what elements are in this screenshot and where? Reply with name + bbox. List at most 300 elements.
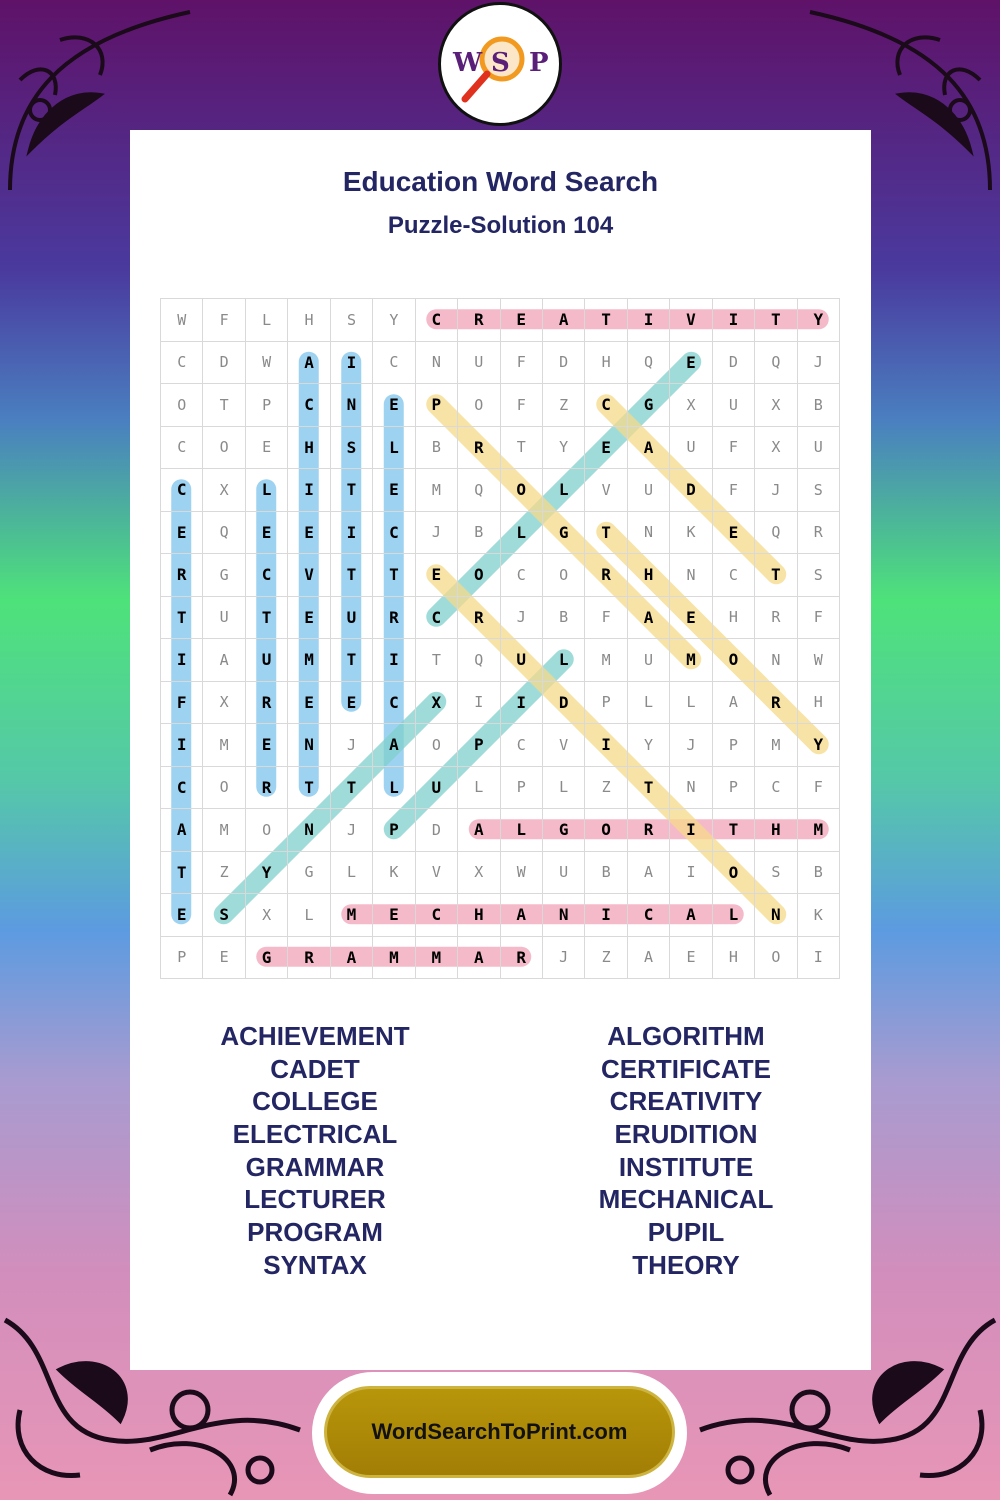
grid-cell[interactable]: K — [373, 851, 415, 894]
grid-cell[interactable]: O — [245, 809, 287, 852]
grid-cell[interactable]: J — [330, 809, 372, 852]
grid-cell[interactable]: H — [627, 554, 669, 597]
word-list-item: COLLEGE — [252, 1086, 378, 1117]
grid-cell[interactable]: E — [670, 596, 712, 639]
grid-cell[interactable]: E — [161, 511, 203, 554]
grid-cell[interactable]: L — [373, 426, 415, 469]
grid-cell[interactable]: B — [585, 851, 627, 894]
grid-cell[interactable]: U — [203, 596, 245, 639]
grid-cell[interactable]: C — [712, 554, 754, 597]
grid-cell[interactable]: G — [542, 511, 584, 554]
grid-cell[interactable]: A — [203, 639, 245, 682]
grid-cell[interactable]: J — [670, 724, 712, 767]
grid-cell[interactable]: H — [585, 341, 627, 384]
grid-cell[interactable]: E — [712, 511, 754, 554]
grid-cell[interactable]: E — [245, 426, 287, 469]
grid-cell[interactable]: C — [585, 384, 627, 427]
page-subtitle: Puzzle-Solution 104 — [387, 212, 614, 239]
word-grid — [160, 298, 840, 978]
grid-cell[interactable]: Q — [755, 341, 797, 384]
grid-cell[interactable]: V — [542, 724, 584, 767]
grid-cell[interactable]: T — [373, 554, 415, 597]
grid-cell[interactable]: N — [288, 809, 330, 852]
grid-cell[interactable]: T — [712, 809, 754, 852]
page-title: Education Word Search — [342, 166, 659, 197]
grid-cell[interactable]: D — [415, 809, 457, 852]
grid-cell[interactable]: A — [500, 894, 542, 937]
grid-cell[interactable]: M — [670, 639, 712, 682]
grid-cell[interactable]: O — [458, 554, 500, 597]
grid-cell[interactable]: L — [627, 681, 669, 724]
grid-cell[interactable]: L — [330, 851, 372, 894]
grid-cell[interactable]: Z — [585, 936, 627, 979]
grid-cell[interactable]: G — [288, 851, 330, 894]
grid-cell[interactable]: E — [330, 681, 372, 724]
grid-cell[interactable]: L — [500, 809, 542, 852]
grid-cell[interactable]: O — [203, 766, 245, 809]
grid-cell[interactable]: O — [542, 554, 584, 597]
grid-cell[interactable]: O — [585, 809, 627, 852]
grid-cell[interactable]: E — [670, 936, 712, 979]
grid-cell[interactable]: D — [712, 341, 754, 384]
grid-cell[interactable]: U — [797, 426, 839, 469]
grid-cell[interactable]: T — [755, 299, 797, 342]
grid-cell[interactable]: N — [627, 511, 669, 554]
grid-cell[interactable]: Y — [797, 299, 839, 342]
grid-cell[interactable]: J — [330, 724, 372, 767]
grid-cell[interactable]: J — [500, 596, 542, 639]
grid-cell[interactable]: F — [712, 426, 754, 469]
grid-cell[interactable]: A — [542, 299, 584, 342]
grid-cell[interactable]: O — [415, 724, 457, 767]
grid-cell[interactable]: R — [458, 426, 500, 469]
grid-cell[interactable]: U — [500, 639, 542, 682]
grid-cell[interactable]: C — [373, 341, 415, 384]
word-list-item: CERTIFICATE — [601, 1053, 771, 1084]
word-list-item: ELECTRICAL — [232, 1119, 398, 1150]
grid-cell[interactable]: R — [585, 554, 627, 597]
grid-cell[interactable]: J — [415, 511, 457, 554]
grid-cell[interactable]: C — [755, 766, 797, 809]
grid-cell[interactable]: N — [670, 554, 712, 597]
grid-cell[interactable]: P — [712, 724, 754, 767]
grid-cell[interactable]: Z — [542, 384, 584, 427]
word-list-item: MECHANICAL — [598, 1184, 774, 1215]
grid-cell[interactable]: M — [585, 639, 627, 682]
grid-cell[interactable]: F — [712, 469, 754, 512]
grid-row — [161, 341, 840, 384]
grid-cell[interactable]: O — [500, 469, 542, 512]
grid-cell[interactable]: C — [161, 766, 203, 809]
grid-cell[interactable]: T — [330, 639, 372, 682]
grid-cell[interactable]: I — [500, 681, 542, 724]
grid-cell[interactable]: A — [627, 851, 669, 894]
grid-cell[interactable]: C — [373, 681, 415, 724]
grid-cell[interactable]: M — [415, 469, 457, 512]
grid-cell[interactable]: U — [627, 639, 669, 682]
grid-cell[interactable]: I — [797, 936, 839, 979]
grid-cell[interactable]: H — [755, 809, 797, 852]
word-list-right — [501, 1020, 871, 1282]
grid-cell[interactable]: C — [373, 511, 415, 554]
grid-cell[interactable]: A — [712, 681, 754, 724]
grid-cell[interactable]: P — [373, 809, 415, 852]
grid-cell[interactable]: H — [712, 936, 754, 979]
grid-cell[interactable]: V — [585, 469, 627, 512]
grid-cell[interactable]: J — [542, 936, 584, 979]
grid-cell[interactable]: D — [203, 341, 245, 384]
grid-cell[interactable]: U — [542, 851, 584, 894]
grid-cell[interactable]: H — [712, 596, 754, 639]
grid-cell[interactable]: O — [203, 426, 245, 469]
grid-cell[interactable]: B — [797, 851, 839, 894]
grid-cell[interactable]: L — [712, 894, 754, 937]
grid-cell[interactable]: M — [203, 809, 245, 852]
grid-cell[interactable]: S — [330, 299, 372, 342]
grid-cell[interactable]: M — [755, 724, 797, 767]
grid-cell[interactable]: H — [288, 426, 330, 469]
word-list-left — [130, 1020, 500, 1282]
grid-cell[interactable]: G — [542, 809, 584, 852]
grid-cell[interactable]: N — [755, 639, 797, 682]
grid-cell[interactable]: D — [542, 341, 584, 384]
grid-cell[interactable]: X — [245, 894, 287, 937]
word-list-item: INSTITUTE — [618, 1151, 754, 1182]
grid-cell[interactable]: L — [542, 469, 584, 512]
site-logo[interactable] — [438, 2, 562, 126]
grid-cell[interactable]: T — [585, 299, 627, 342]
grid-cell[interactable]: G — [627, 384, 669, 427]
grid-cell[interactable]: L — [542, 766, 584, 809]
grid-cell[interactable]: F — [500, 384, 542, 427]
word-list-item: PUPIL — [647, 1217, 725, 1248]
grid-cell[interactable]: N — [670, 766, 712, 809]
grid-cell[interactable]: R — [755, 681, 797, 724]
grid-cell[interactable]: U — [712, 384, 754, 427]
grid-cell[interactable]: X — [755, 426, 797, 469]
grid-cell[interactable]: A — [458, 809, 500, 852]
grid-cell[interactable]: E — [245, 511, 287, 554]
grid-row — [161, 851, 840, 894]
grid-cell[interactable]: T — [415, 639, 457, 682]
grid-cell[interactable]: T — [161, 851, 203, 894]
logo-letter-w: W — [453, 48, 483, 78]
grid-cell[interactable]: E — [373, 894, 415, 937]
grid-cell[interactable]: A — [373, 724, 415, 767]
grid-cell[interactable]: U — [415, 766, 457, 809]
grid-cell[interactable]: W — [161, 299, 203, 342]
grid-cell[interactable]: N — [542, 894, 584, 937]
grid-cell[interactable]: L — [373, 766, 415, 809]
grid-cell[interactable]: M — [203, 724, 245, 767]
grid-cell[interactable]: Q — [627, 341, 669, 384]
grid-cell[interactable]: T — [500, 426, 542, 469]
grid-cell[interactable]: I — [330, 511, 372, 554]
grid-cell[interactable]: R — [245, 681, 287, 724]
grid-cell[interactable]: E — [288, 511, 330, 554]
grid-cell[interactable]: C — [415, 299, 457, 342]
grid-cell[interactable]: L — [500, 511, 542, 554]
grid-cell[interactable]: H — [797, 681, 839, 724]
grid-row — [161, 809, 840, 852]
grid-row — [161, 681, 840, 724]
grid-cell[interactable]: M — [288, 639, 330, 682]
grid-cell[interactable]: N — [288, 724, 330, 767]
grid-cell[interactable]: I — [670, 809, 712, 852]
grid-cell[interactable]: M — [373, 936, 415, 979]
grid-cell[interactable]: B — [415, 426, 457, 469]
grid-row — [161, 426, 840, 469]
grid-cell[interactable]: Y — [797, 724, 839, 767]
grid-cell[interactable]: Q — [458, 639, 500, 682]
grid-cell[interactable]: U — [458, 341, 500, 384]
grid-cell[interactable]: F — [500, 341, 542, 384]
grid-cell[interactable]: Y — [542, 426, 584, 469]
grid-cell[interactable]: F — [797, 766, 839, 809]
grid-cell[interactable]: X — [203, 469, 245, 512]
grid-cell[interactable]: E — [415, 554, 457, 597]
grid-cell[interactable]: I — [161, 639, 203, 682]
grid-cell[interactable]: T — [330, 766, 372, 809]
grid-row — [161, 936, 840, 979]
grid-cell[interactable]: R — [161, 554, 203, 597]
grid-cell[interactable]: C — [245, 554, 287, 597]
grid-cell[interactable]: O — [458, 384, 500, 427]
grid-cell[interactable]: J — [755, 469, 797, 512]
grid-cell[interactable]: L — [245, 469, 287, 512]
grid-cell[interactable]: F — [161, 681, 203, 724]
grid-cell[interactable]: T — [627, 766, 669, 809]
grid-cell[interactable]: E — [288, 596, 330, 639]
grid-cell[interactable]: Q — [203, 511, 245, 554]
grid-cell[interactable]: S — [755, 851, 797, 894]
grid-cell[interactable]: A — [627, 936, 669, 979]
grid-cell[interactable]: I — [288, 469, 330, 512]
word-list-item: CADET — [270, 1053, 360, 1084]
grid-cell[interactable]: A — [458, 936, 500, 979]
grid-cell[interactable]: A — [161, 809, 203, 852]
grid-row — [161, 766, 840, 809]
grid-cell[interactable]: P — [712, 766, 754, 809]
site-link-text: WordSearchToPrint.com — [371, 1419, 628, 1444]
grid-cell[interactable]: B — [458, 511, 500, 554]
grid-cell[interactable]: A — [627, 596, 669, 639]
grid-cell[interactable]: P — [458, 724, 500, 767]
grid-cell[interactable]: B — [797, 384, 839, 427]
grid-cell[interactable]: R — [245, 766, 287, 809]
grid-cell[interactable]: I — [627, 299, 669, 342]
grid-cell[interactable]: I — [670, 851, 712, 894]
grid-cell[interactable]: P — [415, 384, 457, 427]
grid-cell[interactable]: G — [245, 936, 287, 979]
grid-cell[interactable]: C — [288, 384, 330, 427]
grid-cell[interactable]: M — [415, 936, 457, 979]
grid-cell[interactable]: C — [161, 341, 203, 384]
grid-cell[interactable]: U — [330, 596, 372, 639]
grid-cell[interactable]: T — [288, 766, 330, 809]
grid-cell[interactable]: S — [797, 554, 839, 597]
grid-cell[interactable]: O — [712, 639, 754, 682]
grid-row — [161, 639, 840, 682]
grid-cell[interactable]: L — [288, 894, 330, 937]
grid-cell[interactable]: P — [161, 936, 203, 979]
grid-cell[interactable]: K — [670, 511, 712, 554]
grid-cell[interactable]: E — [500, 299, 542, 342]
grid-cell[interactable]: R — [500, 936, 542, 979]
grid-cell[interactable]: O — [161, 384, 203, 427]
grid-cell[interactable]: V — [415, 851, 457, 894]
word-list-item: THEORY — [632, 1249, 740, 1280]
grid-cell[interactable]: X — [203, 681, 245, 724]
grid-cell[interactable]: R — [458, 299, 500, 342]
grid-cell[interactable]: W — [500, 851, 542, 894]
grid-cell[interactable]: R — [288, 936, 330, 979]
grid-cell[interactable]: U — [245, 639, 287, 682]
grid-cell[interactable]: L — [670, 681, 712, 724]
grid-cell[interactable]: Y — [245, 851, 287, 894]
grid-row — [161, 299, 840, 342]
grid-row — [161, 554, 840, 597]
grid-cell[interactable]: O — [712, 851, 754, 894]
word-list-item: SYNTAX — [263, 1249, 367, 1280]
grid-cell[interactable]: C — [415, 894, 457, 937]
grid-cell[interactable]: C — [161, 469, 203, 512]
grid-cell[interactable]: V — [288, 554, 330, 597]
grid-cell[interactable]: R — [797, 511, 839, 554]
grid-row — [161, 469, 840, 512]
grid-cell[interactable]: T — [203, 384, 245, 427]
grid-cell[interactable]: E — [245, 724, 287, 767]
grid-cell[interactable]: A — [627, 426, 669, 469]
grid-cell[interactable]: K — [797, 894, 839, 937]
grid-cell[interactable]: T — [585, 511, 627, 554]
footer-badge — [312, 1372, 687, 1494]
grid-cell[interactable]: W — [245, 341, 287, 384]
grid-row — [161, 596, 840, 639]
grid-cell[interactable]: C — [161, 426, 203, 469]
grid-cell[interactable]: R — [627, 809, 669, 852]
grid-cell[interactable]: I — [585, 894, 627, 937]
grid-cell[interactable]: A — [288, 341, 330, 384]
grid-cell[interactable]: Y — [627, 724, 669, 767]
grid-cell[interactable]: E — [670, 341, 712, 384]
grid-cell[interactable]: G — [203, 554, 245, 597]
grid-cell[interactable]: I — [458, 681, 500, 724]
word-list-item: ERUDITION — [614, 1119, 758, 1150]
grid-cell[interactable]: T — [161, 596, 203, 639]
grid-cell[interactable]: J — [797, 341, 839, 384]
grid-row — [161, 724, 840, 767]
letter-grid — [160, 298, 840, 979]
word-list-item: ACHIEVEMENT — [220, 1021, 410, 1051]
grid-cell[interactable]: R — [755, 596, 797, 639]
grid-cell[interactable]: D — [670, 469, 712, 512]
grid-cell[interactable]: O — [755, 936, 797, 979]
grid-cell[interactable]: Z — [203, 851, 245, 894]
grid-cell[interactable]: N — [755, 894, 797, 937]
grid-cell[interactable]: W — [797, 639, 839, 682]
grid-row — [161, 384, 840, 427]
grid-cell[interactable]: X — [458, 851, 500, 894]
grid-cell[interactable]: V — [670, 299, 712, 342]
puzzle-panel — [130, 130, 871, 1370]
grid-cell[interactable]: S — [797, 469, 839, 512]
grid-cell[interactable]: I — [161, 724, 203, 767]
grid-cell[interactable]: U — [627, 469, 669, 512]
grid-cell[interactable]: A — [670, 894, 712, 937]
grid-cell[interactable]: Z — [585, 766, 627, 809]
grid-cell[interactable]: L — [245, 299, 287, 342]
grid-cell[interactable]: T — [330, 469, 372, 512]
grid-cell[interactable]: Q — [458, 469, 500, 512]
grid-cell[interactable]: F — [203, 299, 245, 342]
grid-cell[interactable]: C — [415, 596, 457, 639]
grid-cell[interactable]: L — [542, 639, 584, 682]
grid-cell[interactable]: X — [415, 681, 457, 724]
grid-cell[interactable]: E — [203, 936, 245, 979]
grid-cell[interactable]: E — [161, 894, 203, 937]
grid-cell[interactable]: S — [330, 426, 372, 469]
grid-cell[interactable]: M — [797, 809, 839, 852]
grid-cell[interactable]: R — [373, 596, 415, 639]
site-link-button[interactable] — [324, 1386, 675, 1478]
grid-cell[interactable]: I — [373, 639, 415, 682]
grid-cell[interactable]: P — [585, 681, 627, 724]
grid-cell[interactable]: I — [712, 299, 754, 342]
grid-cell[interactable]: Y — [373, 299, 415, 342]
logo-letter-p: P — [529, 48, 549, 78]
grid-cell[interactable]: E — [585, 426, 627, 469]
grid-cell[interactable]: T — [330, 554, 372, 597]
grid-cell[interactable]: N — [330, 384, 372, 427]
grid-row — [161, 894, 840, 937]
grid-cell[interactable]: D — [542, 681, 584, 724]
grid-cell[interactable]: X — [755, 384, 797, 427]
grid-cell[interactable]: I — [585, 724, 627, 767]
grid-cell[interactable]: P — [500, 766, 542, 809]
grid-cell[interactable]: H — [458, 894, 500, 937]
grid-cell[interactable]: F — [797, 596, 839, 639]
grid-row — [161, 511, 840, 554]
grid-cell[interactable]: T — [245, 596, 287, 639]
grid-cell[interactable]: L — [458, 766, 500, 809]
word-list-item: GRAMMAR — [245, 1151, 385, 1182]
logo-letter-s: S — [491, 48, 510, 78]
grid-cell[interactable]: S — [203, 894, 245, 937]
word-list-item: ALGORITHM — [607, 1021, 765, 1051]
grid-cell[interactable]: C — [500, 724, 542, 767]
grid-cell[interactable]: A — [330, 936, 372, 979]
grid-cell[interactable]: B — [542, 596, 584, 639]
grid-cell[interactable]: P — [245, 384, 287, 427]
grid-cell[interactable]: I — [330, 341, 372, 384]
grid-cell[interactable]: H — [288, 299, 330, 342]
word-list-item: LECTURER — [244, 1184, 386, 1215]
grid-cell[interactable]: C — [500, 554, 542, 597]
grid-cell[interactable]: E — [288, 681, 330, 724]
grid-cell[interactable]: X — [670, 384, 712, 427]
grid-cell[interactable]: E — [373, 469, 415, 512]
grid-cell[interactable]: R — [458, 596, 500, 639]
grid-cell[interactable]: F — [585, 596, 627, 639]
grid-cell[interactable]: C — [627, 894, 669, 937]
grid-cell[interactable]: N — [415, 341, 457, 384]
grid-cell[interactable]: Q — [755, 511, 797, 554]
grid-cell[interactable]: T — [755, 554, 797, 597]
grid-cell[interactable]: U — [670, 426, 712, 469]
grid-cell[interactable]: M — [330, 894, 372, 937]
grid-cell[interactable]: E — [373, 384, 415, 427]
